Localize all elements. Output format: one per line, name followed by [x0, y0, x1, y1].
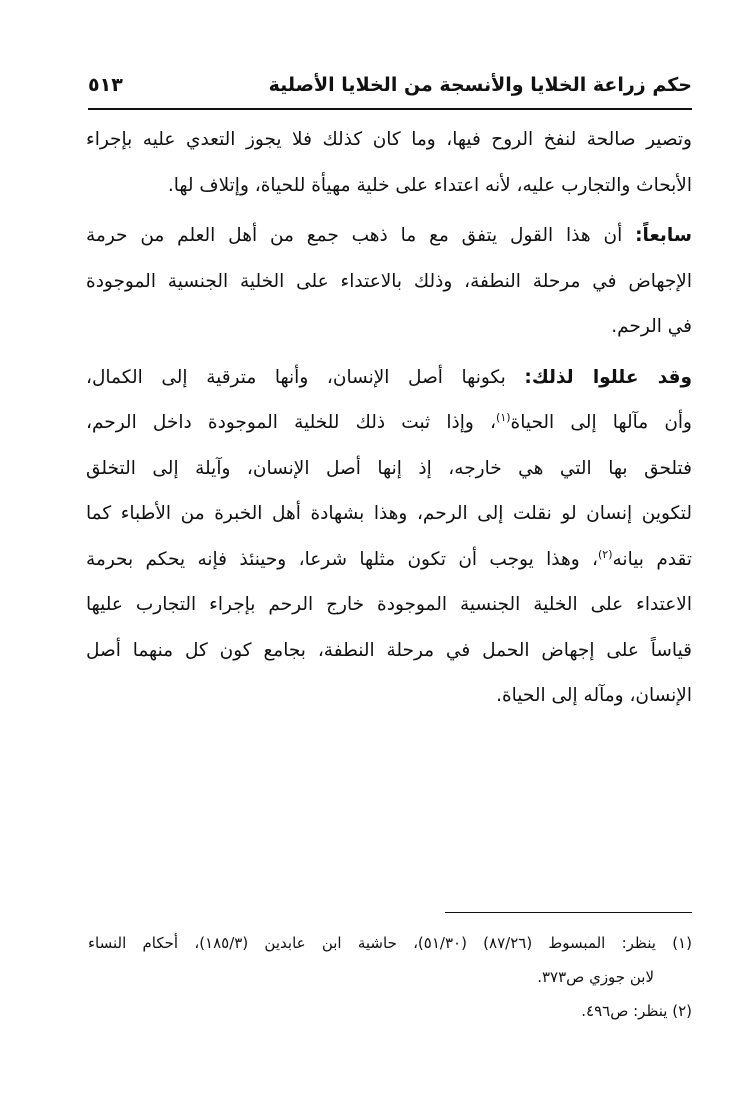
main-text	[86, 117, 692, 719]
text-line	[86, 400, 692, 446]
text-span: وأن مآلها إلى الحياة	[510, 412, 692, 433]
text-span: ، وإذا ثبت ذلك للخلية الموجودة داخل الرحم،	[86, 412, 497, 433]
text-line: وتصير صالحة لنفخ الروح فيها، وما كان كذلك فلا يجوز التعدي عليه بإجراء	[86, 129, 692, 150]
text-line	[86, 537, 692, 583]
footnote-separator	[445, 912, 692, 913]
text-span: بكونها أصل الإنسان، وأنها مترقية إلى الكمال،	[86, 366, 506, 388]
text-line: الإجهاض في مرحلة النطفة، وذلك بالاعتداء على الخلية الجنسية الموجودة	[86, 270, 692, 292]
text-line: الإنسان، ومآله إلى الحياة.	[496, 685, 692, 706]
text-line: الاعتداء على الخلية الجنسية الموجودة خارج الرحم بإجراء التجارب عليها	[86, 594, 692, 615]
text-line	[86, 213, 692, 259]
footnote-1-continuation: لابن جوزي ص٣٧٣.	[537, 968, 654, 986]
paragraph-lead: وقد عللوا لذلك:	[524, 366, 692, 388]
text-span: ، وهذا يوجب أن تكون مثلها شرعا، وحينئذ فإنه يحكم بحرمة	[86, 548, 598, 570]
text-span: أن هذا القول يتفق مع ما ذهب جمع من أهل العلم من حرمة	[86, 225, 623, 246]
footnote-2: (٢) ينظر: ص٤٩٦.	[581, 1002, 692, 1020]
text-line: لتكوين إنسان لو نقلت إلى الرحم، وهذا بشهادة أهل الخبرة من الأطباء كما	[86, 503, 692, 524]
footnote-ref[interactable]: (١)	[496, 410, 511, 424]
running-header	[88, 70, 692, 106]
running-header-title: حكم زراعة الخلايا والأنسجة من الخلايا الأصلية	[268, 74, 692, 96]
text-line: قياساً على إجهاض الحمل في مرحلة النطفة، بجامع كون كل منهما أصل	[86, 639, 692, 661]
text-line	[86, 355, 692, 401]
footnotes	[88, 926, 692, 1028]
footnote-1: (١) ينظر: المبسوط (٨٧/٢٦) (٥١/٣٠)، حاشية ابن عابدين (١٨٥/٣)، أحكام النساء	[88, 934, 692, 952]
header-rule	[88, 108, 692, 110]
text-span: تقدم بيانه	[612, 548, 692, 570]
text-line: فتلحق بها التي هي خارجه، إذ إنها أصل الإنسان، وآيلة إلى التخلق	[86, 457, 692, 479]
footnote-ref[interactable]: (٢)	[598, 547, 613, 561]
paragraph-lead: سابعاً:	[635, 225, 692, 246]
text-line: في الرحم.	[611, 316, 692, 337]
page-number: ٥١٣	[88, 74, 123, 96]
text-line: الأبحاث والتجارب عليه، لأنه اعتداء على خلية مهيأة للحياة، وإتلاف لها.	[167, 174, 692, 196]
